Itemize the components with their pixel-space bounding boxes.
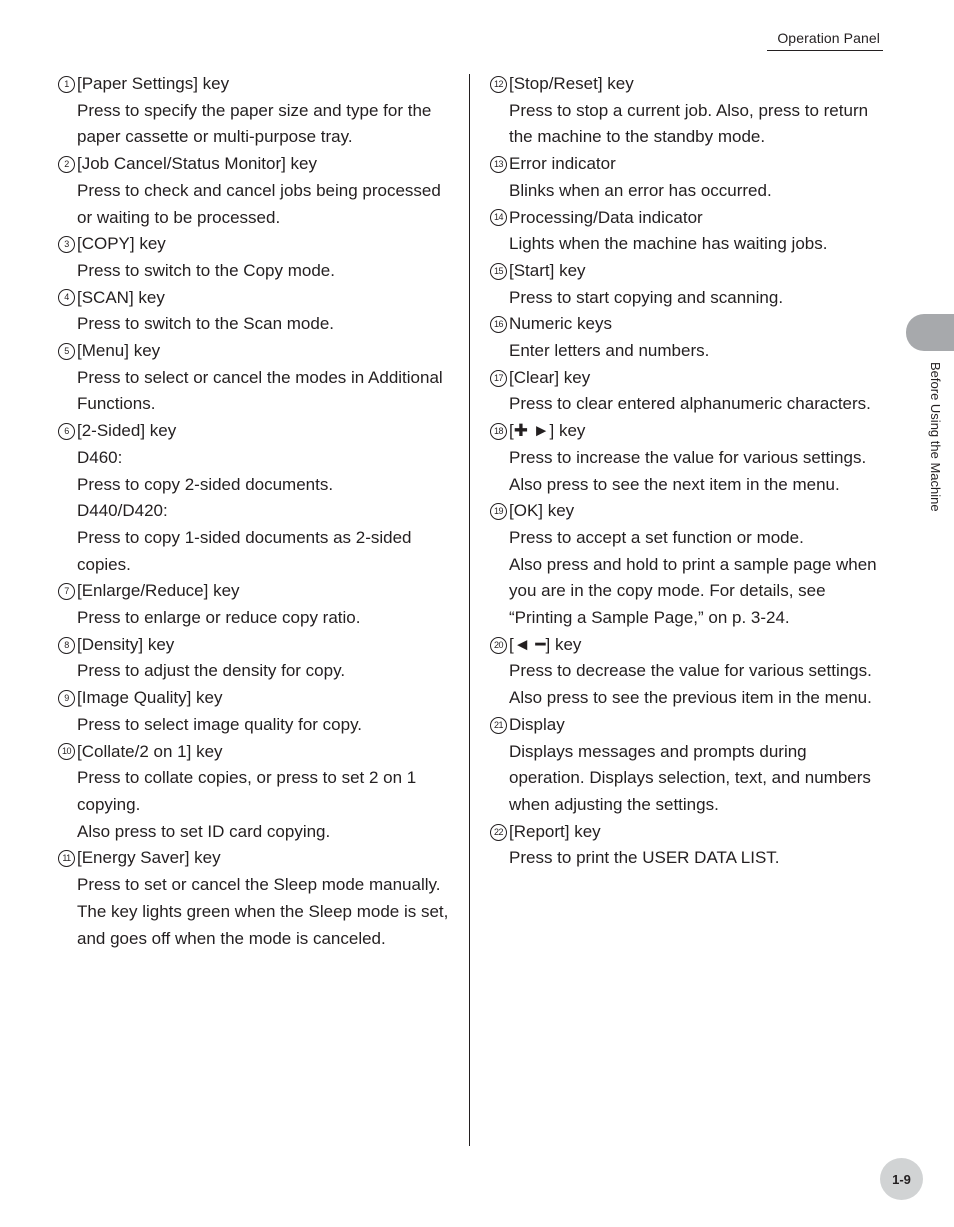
entry-title: [OK] key [509,501,575,521]
entry-description: Press to copy 2-sided documents. [77,474,334,494]
entry-title: [Density] key [77,634,175,654]
entry-title-row [58,71,458,98]
entry-title-row [490,365,890,392]
circled-number: 11 [58,850,75,867]
entry-title: Display [509,714,565,734]
list-item [490,71,890,151]
entry-title-row [58,845,458,872]
entry-description: Enter letters and numbers. [509,341,710,361]
entry-description: or waiting to be processed. [77,207,281,227]
list-item [490,498,890,632]
list-item [490,258,890,311]
entry-description: Also press and hold to print a sample page when [509,554,877,574]
header-rule [767,50,883,51]
circled-number: 22 [490,824,507,841]
entry-title: [Menu] key [77,341,161,361]
entry-title-row [490,712,890,739]
column-divider [469,74,470,1146]
entry-title-row [58,739,458,766]
entry-description: “Printing a Sample Page,” on p. 3-24. [509,608,790,628]
entry-description: Blinks when an error has occurred. [509,180,772,200]
entry-title-row [58,685,458,712]
entry-description: Press to specify the paper size and type for the [77,100,432,120]
entry-title: Numeric keys [509,314,612,334]
circled-number: 12 [490,76,507,93]
entry-title: [Start] key [509,260,586,280]
list-item [490,819,890,872]
entry-description: and goes off when the mode is canceled. [77,928,386,948]
list-item [58,285,458,338]
list-item [58,231,458,284]
entry-description: Press to print the USER DATA LIST. [509,848,780,868]
entry-description: Press to decrease the value for various settings. [509,661,872,681]
entry-description: Functions. [77,394,156,414]
entry-title: [2-Sided] key [77,421,177,441]
entry-description: Press to stop a current job. Also, press to return [509,100,869,120]
entry-title-row [58,231,458,258]
circled-number: 18 [490,423,507,440]
list-item [58,71,458,151]
entry-title-row [490,151,890,178]
entry-title-row [490,258,890,285]
entry-description: Press to select or cancel the modes in Additional [77,367,443,387]
circled-number: 10 [58,743,75,760]
circled-number: 9 [58,690,75,707]
entry-description: Lights when the machine has waiting jobs. [509,234,828,254]
right-column [490,71,890,872]
entry-description: Displays messages and prompts during [509,741,807,761]
entry-title-row [58,285,458,312]
chapter-tab-label: Before Using the Machine [928,362,943,512]
circled-number: 15 [490,263,507,280]
entry-description: Press to start copying and scanning. [509,287,784,307]
entry-title: [Energy Saver] key [77,848,221,868]
list-item [490,311,890,364]
entry-description: when adjusting the settings. [509,794,719,814]
entry-title-row [58,418,458,445]
entry-title: Error indicator [509,154,616,174]
list-item [490,712,890,819]
list-item [490,205,890,258]
entry-description: copies. [77,554,131,574]
entry-title-row [490,205,890,232]
entry-description: D460: [77,447,123,467]
entry-title-row [58,151,458,178]
circled-number: 6 [58,423,75,440]
entry-description: operation. Displays selection, text, and numbers [509,768,871,788]
entry-title: [COPY] key [77,234,166,254]
entry-description: Press to check and cancel jobs being processed [77,180,441,200]
entry-description: Press to copy 1-sided documents as 2-sided [77,527,412,547]
entry-title: [◄ ━] key [509,634,582,654]
circled-number: 14 [490,209,507,226]
entry-description: you are in the copy mode. For details, see [509,581,826,601]
list-item [490,365,890,418]
list-item [58,418,458,578]
entry-description: Press to clear entered alphanumeric characters. [509,394,871,414]
entry-description: D440/D420: [77,501,168,521]
circled-number: 2 [58,156,75,173]
circled-number: 17 [490,370,507,387]
entry-description: Press to switch to the Copy mode. [77,260,335,280]
entry-description: Press to collate copies, or press to set 2 on 1 [77,768,417,788]
entry-description: Press to enlarge or reduce copy ratio. [77,608,361,628]
entry-description: Also press to see the previous item in the menu. [509,688,872,708]
list-item [490,151,890,204]
circled-number: 1 [58,76,75,93]
page-header-title: Operation Panel [777,30,880,46]
entry-title: [Paper Settings] key [77,74,230,93]
entry-title-row [490,632,890,659]
entry-title-row [58,632,458,659]
chapter-tab [906,314,954,351]
entry-title: [SCAN] key [77,287,165,307]
entry-title-row [490,819,890,846]
entry-title: [Job Cancel/Status Monitor] key [77,154,318,174]
circled-number: 21 [490,717,507,734]
entry-title: [✚ ►] key [509,421,586,441]
list-item [58,845,458,952]
circled-number: 3 [58,236,75,253]
entry-title-row [490,498,890,525]
entry-title: [Stop/Reset] key [509,74,634,93]
entry-description: Press to select image quality for copy. [77,714,363,734]
entry-description: Press to adjust the density for copy. [77,661,346,681]
entry-title-row [490,311,890,338]
entry-description: Press to switch to the Scan mode. [77,314,335,334]
list-item [58,632,458,685]
entry-description: the machine to the standby mode. [509,127,766,147]
entry-title: [Clear] key [509,367,591,387]
entry-description: Press to accept a set function or mode. [509,527,804,547]
entry-title: [Enlarge/Reduce] key [77,581,240,601]
entry-title-row [58,338,458,365]
list-item [58,578,458,631]
page-number: 1-9 [880,1158,923,1200]
list-item [58,739,458,846]
circled-number: 19 [490,503,507,520]
entry-description: Also press to see the next item in the menu. [509,474,840,494]
entry-description: paper cassette or multi-purpose tray. [77,127,353,147]
list-item [490,632,890,712]
circled-number: 7 [58,583,75,600]
left-column [58,71,458,952]
list-item [58,338,458,418]
entry-title: [Report] key [509,821,601,841]
entry-title-row [490,71,890,98]
circled-number: 8 [58,637,75,654]
list-item [58,151,458,231]
entry-description: Press to increase the value for various settings. [509,447,867,467]
entry-title-row [58,578,458,605]
entry-description: Press to set or cancel the Sleep mode manually. [77,875,441,895]
circled-number: 16 [490,316,507,333]
entry-title-row [490,418,890,445]
circled-number: 20 [490,637,507,654]
entry-description: Also press to set ID card copying. [77,821,331,841]
entry-description: The key lights green when the Sleep mode is set, [77,901,449,921]
entry-title: [Image Quality] key [77,688,223,708]
entry-title: [Collate/2 on 1] key [77,741,223,761]
list-item [58,685,458,738]
entry-title: Processing/Data indicator [509,207,703,227]
list-item [490,418,890,498]
circled-number: 5 [58,343,75,360]
entry-description: copying. [77,794,141,814]
circled-number: 13 [490,156,507,173]
circled-number: 4 [58,289,75,306]
